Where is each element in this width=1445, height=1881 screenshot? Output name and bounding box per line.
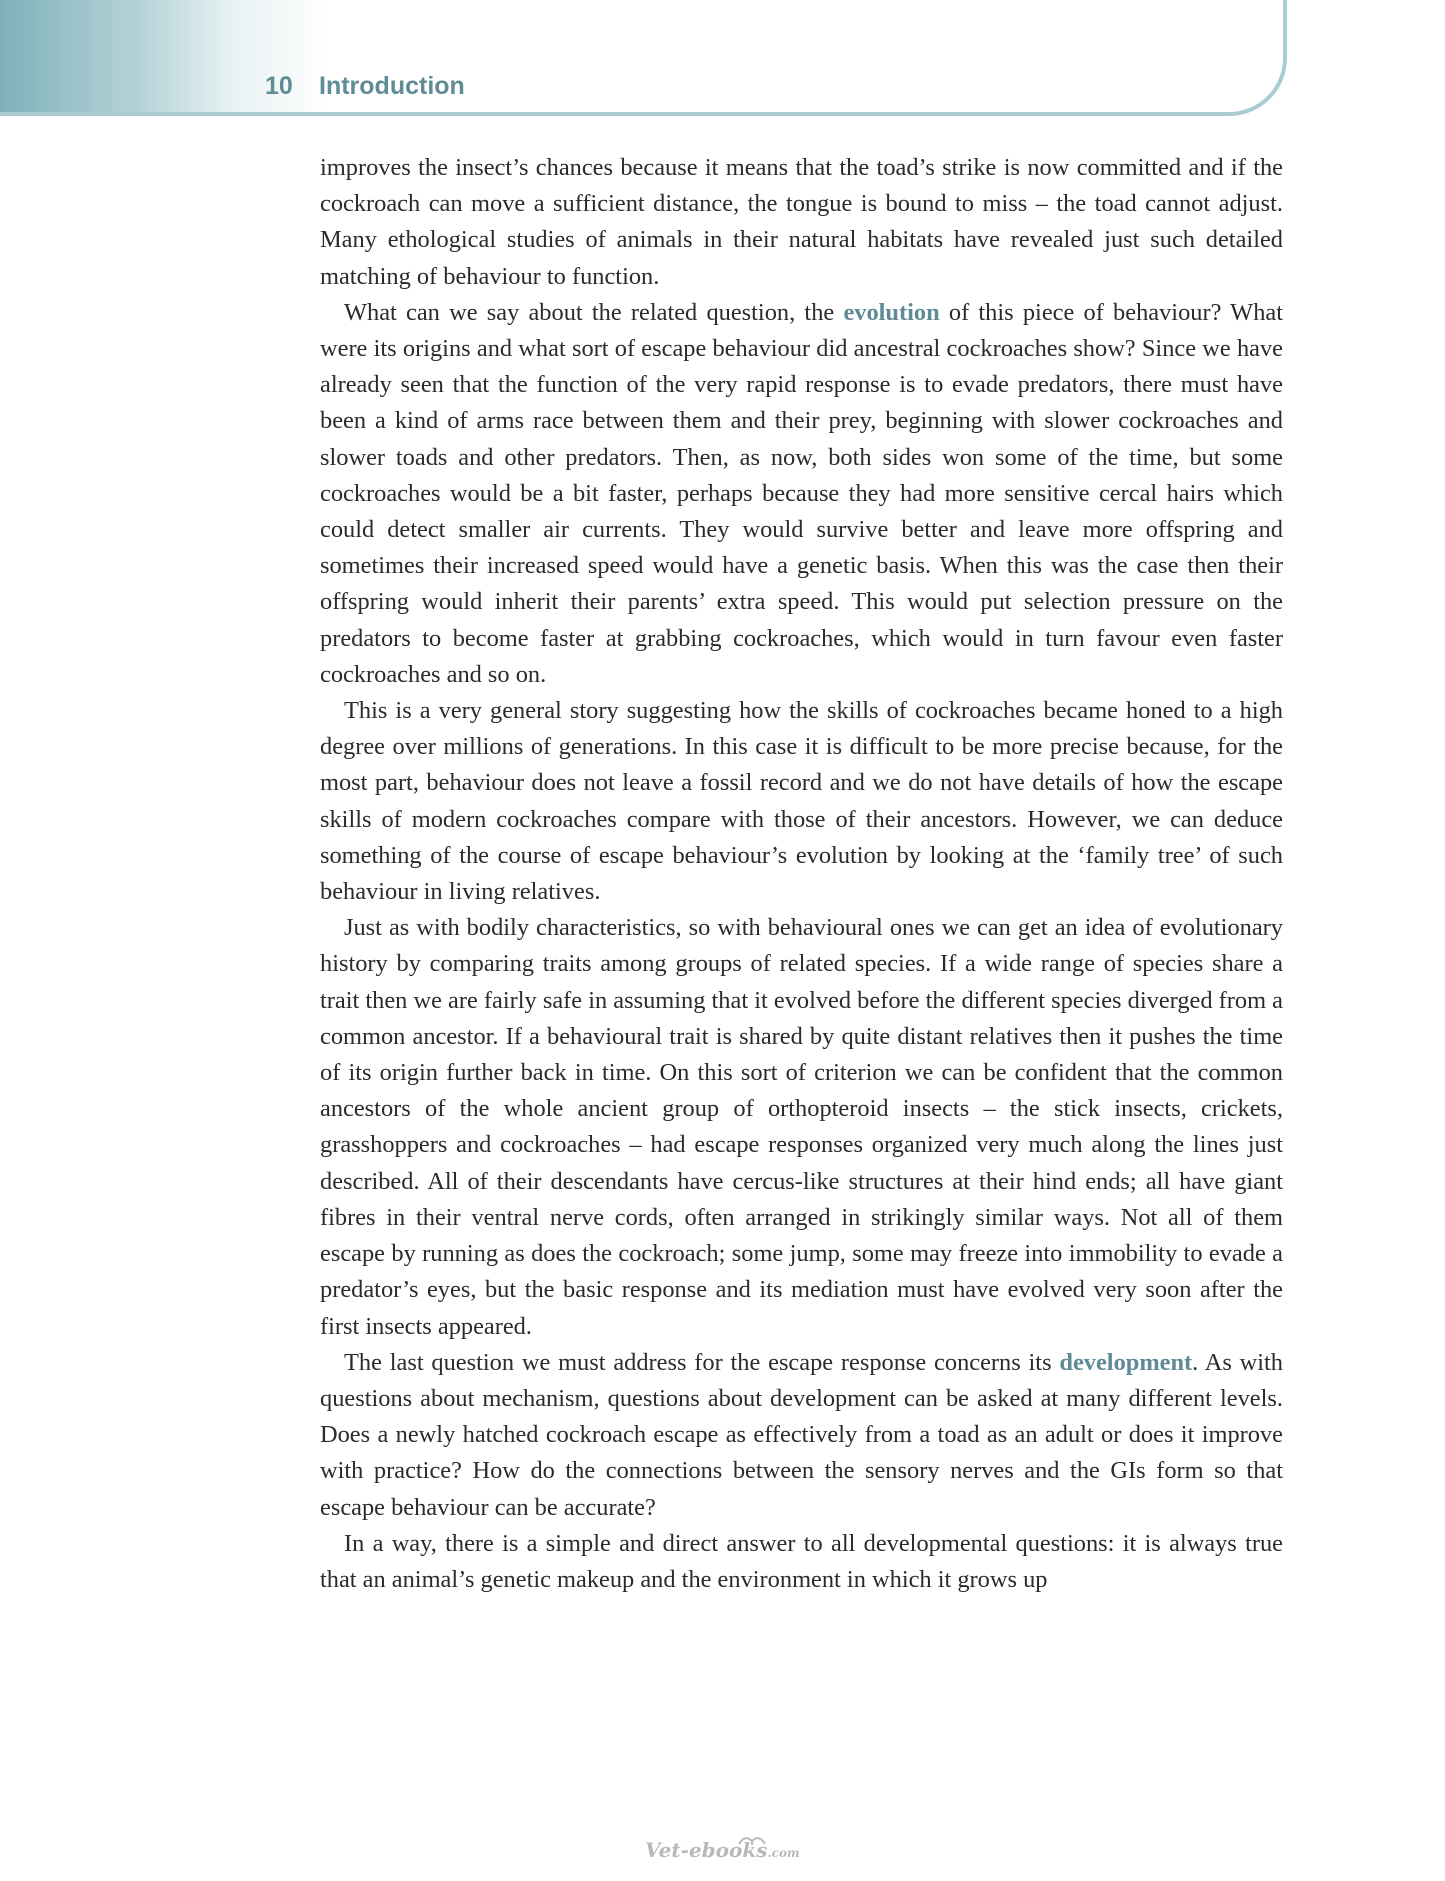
paragraph-5-text-start: The last question we must address for the escape response concerns its bbox=[344, 1348, 1060, 1376]
page-number: 10 bbox=[265, 72, 293, 100]
paragraph-4: Just as with bodily characteristics, so with behavioural ones we can get an idea of evolutionary history by comparing traits among groups of related species. If a wide range of species share a trait then we are fairly safe in assuming that it evolved before the different species diverged from a common ancestor. If a behavioural trait is shared by quite distant relatives then it pushes the time of its origin further back in time. On this sort of criterion we can be confident that the common ancestors of the whole ancient group of orthopteroid insects – the stick insects, crickets, grasshoppers and cockroaches – had escape responses organized very much along the lines just described. All of their descendants have cercus-like structures at their hind ends; all have giant fibres in their ventral nerve cords, often arranged in strikingly similar ways. Not all of them escape by running as does the cockroach; some jump, some may freeze into immobility to evade a predator’s eyes, but the basic response and its mediation must have evolved very soon after the first insects appeared. bbox=[320, 914, 1283, 1340]
paragraph-5-text-end: . As with questions about mechanism, questions about development can be asked at many different levels. Does a newly hatched cockroach escape as effectively from a toad as an adult or does it improve with practice? How do the connections between the sensory nerves and the GIs form so that escape behaviour can be accurate? bbox=[320, 1348, 1283, 1521]
watermark-domain: .com bbox=[767, 1846, 800, 1860]
body-text bbox=[320, 150, 1283, 1598]
watermark-logo bbox=[645, 1838, 805, 1864]
paragraph-6: In a way, there is a simple and direct answer to all developmental questions: it is always true that an animal’s genetic makeup and the environment in which it grows up bbox=[320, 1529, 1283, 1593]
watermark-main: Vet-ebooks bbox=[645, 1838, 768, 1862]
paragraph-2 bbox=[320, 295, 1283, 693]
running-head bbox=[265, 72, 465, 101]
paragraph-2-text-start: What can we say about the related question, the bbox=[344, 298, 844, 326]
book-icon bbox=[737, 1832, 767, 1846]
paragraph-2-text-end: of this piece of behaviour? What were its origins and what sort of escape behaviour did ancestral cockroaches show? Since we have already seen that the function of the very rapid response is to evade predators, there must have been a kind of arms race between them and their prey, beginning with slower cockroaches and slower toads and other predators. Then, as now, both sides won some of the time, but some cockroaches would be a bit faster, perhaps because they had more sensitive cercal hairs which could detect smaller air currents. They would survive better and leave more offspring and sometimes their increased speed would have a genetic basis. When this was the case then their offspring would inherit their parents’ extra speed. This would put selection pressure on the predators to become faster at grabbing cockroaches, which would in turn favour even faster cockroaches and so on. bbox=[320, 298, 1283, 688]
section-title: Introduction bbox=[319, 72, 465, 100]
paragraph-3: This is a very general story suggesting how the skills of cockroaches became honed to a high degree over millions of generations. In this case it is difficult to be more precise because, for the most part, behaviour does not leave a fossil record and we do not have details of how the escape skills of modern cockroaches compare with those of their ancestors. However, we can deduce something of the course of escape behaviour’s evolution by looking at the ‘family tree’ of such behaviour in living relatives. bbox=[320, 697, 1283, 906]
paragraph-5 bbox=[320, 1345, 1283, 1526]
keyword-evolution: evolution bbox=[843, 298, 940, 326]
watermark-text bbox=[645, 1838, 800, 1862]
header-band bbox=[0, 0, 1287, 116]
keyword-development: development bbox=[1059, 1348, 1193, 1376]
paragraph-1: improves the insect’s chances because it means that the toad’s strike is now committed and if the cockroach can move a sufficient distance, the tongue is bound to miss – the toad cannot adjust. Many ethological studies of animals in their natural habitats have revealed just such detailed matching of behaviour to function. bbox=[320, 154, 1283, 290]
